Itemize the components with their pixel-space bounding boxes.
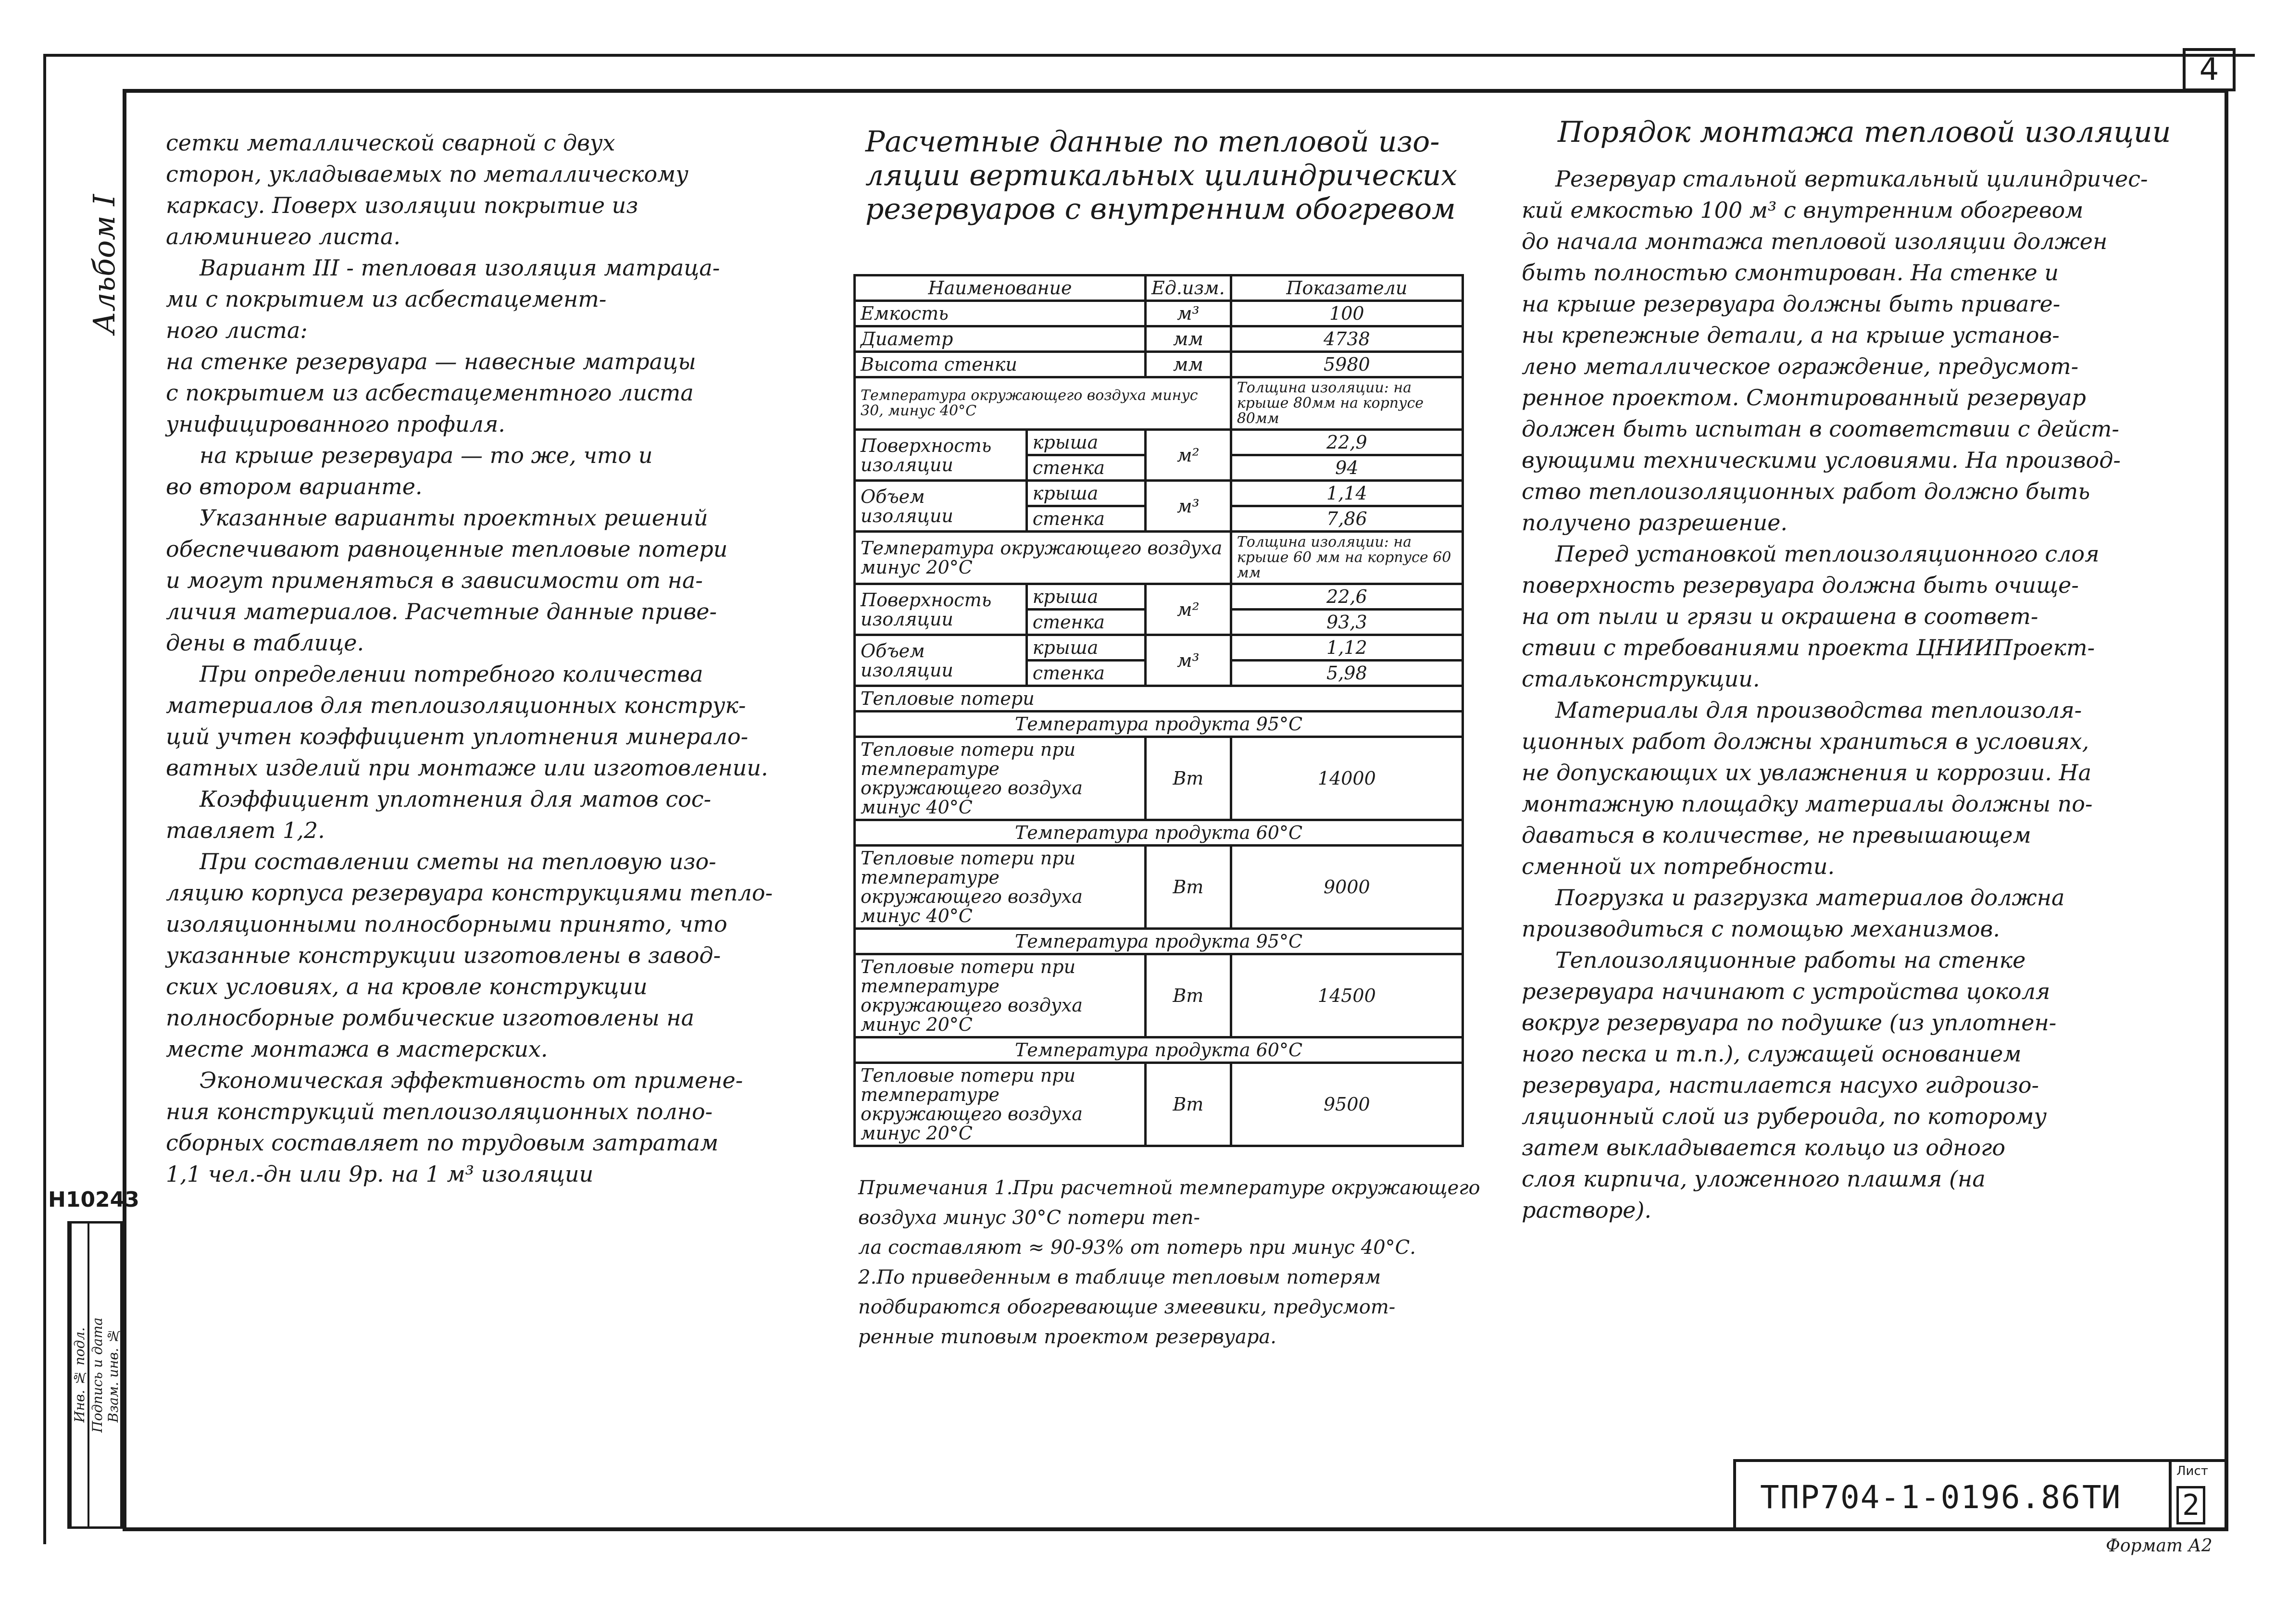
- row-value: 14500: [1231, 954, 1462, 1037]
- table-row: [855, 481, 1463, 506]
- text-line: ствии с требованиями проекта ЦНИИПроект-: [1522, 635, 2095, 661]
- note-line: Примечания 1.При расчетной температуре окружающего: [858, 1177, 1480, 1199]
- row-unit: мм: [1146, 352, 1231, 377]
- row-value: 14000: [1231, 737, 1462, 820]
- row-name: Поверхность изоляции: [855, 584, 1027, 635]
- table-heading-line: ляции вертикальных цилиндрических: [865, 159, 1457, 192]
- losses-title: Тепловые потери: [855, 686, 1463, 712]
- header-value: Показатели: [1231, 275, 1462, 301]
- text-line: производиться с помощью механизмов.: [1522, 916, 2000, 942]
- outer-border-top: [43, 54, 2255, 57]
- table-heading: [865, 125, 1457, 226]
- text-line: во втором варианте.: [166, 474, 423, 500]
- stamp-label: Взам. инв. №: [105, 1327, 121, 1423]
- text-line: месте монтажа в мастерских.: [166, 1036, 548, 1062]
- product-temp-row: [855, 712, 1463, 737]
- text-line: ляцию корпуса резервуара конструкциями тепло-: [166, 880, 773, 906]
- text-line: растворе).: [1522, 1197, 1651, 1223]
- text-line: ских условиях, а на кровле конструкции: [166, 974, 648, 999]
- row-unit: м²: [1146, 430, 1231, 481]
- ambient-condition: Температура окружающего воздуха минус 30, минус 40°С: [855, 377, 1231, 430]
- losses-title-row: [855, 686, 1463, 712]
- product-temperature: Температура продукта 95°С: [855, 929, 1463, 954]
- table-heading-line: резервуаров с внутренним обогревом: [865, 192, 1456, 226]
- row-part: крыша: [1026, 584, 1145, 610]
- table-row: [855, 635, 1463, 661]
- row-value: 4738: [1231, 326, 1462, 352]
- text-line: ния конструкций теплоизоляционных полно-: [166, 1099, 713, 1124]
- row-part: стенка: [1026, 610, 1145, 635]
- row-name: Высота стенки: [855, 352, 1146, 377]
- ambient-condition: Температура окружающего воздуха минус 20°С: [855, 532, 1231, 584]
- row-value: 100: [1231, 301, 1462, 326]
- row-unit: Вт: [1146, 737, 1231, 820]
- text-line: ционных работ должны храниться в условиях,: [1522, 728, 2089, 754]
- table-row: [855, 326, 1463, 352]
- row-name: Диаметр: [855, 326, 1146, 352]
- note-line: 2.По приведенным в таблице тепловым потерям: [858, 1266, 1381, 1288]
- document-code: ТПР704-1-0196.86: [1760, 1479, 2081, 1516]
- text-line: ций учтен коэффициент уплотнения минерало-: [166, 724, 749, 750]
- condition-row: [855, 532, 1463, 584]
- text-line: кий емкостью 100 м³ с внутренним обогревом: [1522, 197, 2084, 223]
- product-temp-row: [855, 929, 1463, 954]
- stamp-col-inv: [70, 1224, 88, 1526]
- row-name: Поверхность изоляции: [855, 430, 1027, 481]
- text-line: ство теплоизоляционных работ должно быть: [1522, 478, 2090, 504]
- text-line: изоляционными полносборными принято, что: [166, 911, 727, 937]
- text-line: вующими техническими условиями. На производ-: [1522, 447, 2121, 473]
- text-line: и могут применяться в зависимости от на-: [166, 567, 703, 593]
- text-line: 1,1 чел.-дн или 9р. на 1 м³ изоляции: [166, 1161, 594, 1187]
- text-line: ного листа:: [166, 317, 308, 343]
- text-line: Указанные варианты проектных решений: [200, 505, 708, 531]
- outer-border-left: [43, 54, 46, 1544]
- text-line: Коэффициент уплотнения для матов сос-: [200, 786, 712, 812]
- table-row: [855, 737, 1463, 820]
- album-label: Альбом I: [87, 194, 122, 335]
- row-unit: м²: [1146, 584, 1231, 635]
- product-temperature: Температура продукта 95°С: [855, 712, 1463, 737]
- text-line: на крыше резервуара — то же, что и: [200, 442, 653, 468]
- text-line: лено металлическое ограждение, предусмот-: [1522, 353, 2079, 379]
- loss-description: Тепловые потери при температуре окружающего воздуха минус 40°С: [855, 846, 1146, 929]
- text-line: резервуара, настилается насухо гидроизо-: [1522, 1072, 2039, 1098]
- product-temp-row: [855, 820, 1463, 846]
- text-line: указанные конструкции изготовлены в завод-: [166, 942, 721, 968]
- right-text-column: [1522, 163, 2148, 1226]
- text-line: сменной их потребности.: [1522, 853, 1835, 879]
- table-notes: [858, 1173, 1480, 1352]
- installation-heading: Порядок монтажа тепловой изоляции: [1558, 115, 2171, 149]
- table-header-row: [855, 275, 1463, 301]
- text-line: ватных изделий при монтаже или изготовлении.: [166, 755, 768, 781]
- text-line: Экономическая эффективность от примене-: [200, 1067, 743, 1093]
- row-name: Емкость: [855, 301, 1146, 326]
- text-line: каркасу. Поверх изоляции покрытие из: [166, 192, 638, 218]
- text-line: При определении потребного количества: [200, 661, 703, 687]
- row-value: 93,3: [1231, 610, 1462, 635]
- text-line: на крыше резервуара должны быть привare-: [1522, 291, 2061, 317]
- row-value: 9500: [1231, 1063, 1462, 1146]
- text-line: стальконструкции.: [1522, 666, 1760, 692]
- note-line: подбираются обогревающие змеевики, предусмот-: [858, 1296, 1396, 1318]
- text-line: получено разрешение.: [1522, 510, 1788, 536]
- table-row: [855, 954, 1463, 1037]
- format-label: Формат А2: [2106, 1536, 2212, 1556]
- row-unit: м³: [1146, 301, 1231, 326]
- text-line: материалов для теплоизоляционных конструк-: [166, 692, 746, 718]
- row-unit: Вт: [1146, 1063, 1231, 1146]
- insulation-thickness: Толщина изоляции: на крыше 80мм на корпусе 80мм: [1231, 377, 1462, 430]
- loss-description: Тепловые потери при температуре окружающего воздуха минус 40°С: [855, 737, 1146, 820]
- text-line: тавляет 1,2.: [166, 817, 325, 843]
- text-line: ми с покрытием из асбестацемент-: [166, 286, 607, 312]
- row-value: 7,86: [1231, 506, 1462, 532]
- note-line: ла составляют ≈ 90-93% от потерь при минус 40°С.: [858, 1237, 1416, 1259]
- sheet-number: 2: [2176, 1486, 2205, 1524]
- text-line: быть полностью смонтирован. На стенке и: [1522, 260, 2059, 286]
- text-line: сетки металлической сварной с двух: [166, 130, 615, 156]
- row-value: 1,14: [1231, 481, 1462, 506]
- text-line: ренное проектом. Смонтированный резервуар: [1522, 385, 2086, 411]
- text-line: даваться в количестве, не превышающем: [1522, 822, 2031, 848]
- text-line: алюминиего листа.: [166, 224, 401, 250]
- sheet-label: Лист: [2176, 1464, 2208, 1478]
- section-code: ТИ: [2082, 1479, 2121, 1516]
- product-temperature: Температура продукта 60°С: [855, 820, 1463, 846]
- thermal-data-table: [853, 274, 1464, 1147]
- row-value: 94: [1231, 455, 1462, 481]
- row-name: Объем изоляции: [855, 635, 1027, 686]
- row-unit: мм: [1146, 326, 1231, 352]
- text-line: Материалы для производства теплоизоля-: [1555, 697, 2082, 723]
- text-line: унифицированного профиля.: [166, 411, 505, 437]
- text-line: Резервуар стальной вертикальный цилиндричес-: [1555, 166, 2148, 192]
- row-part: стенка: [1026, 661, 1145, 686]
- table-row: [855, 430, 1463, 455]
- stamp-col-sign: [88, 1224, 105, 1526]
- row-unit: м³: [1146, 635, 1231, 686]
- text-line: резервуара начинают с устройства цоколя: [1522, 978, 2050, 1004]
- condition-row: [855, 377, 1463, 430]
- stamp-label: Инв. № подл.: [72, 1327, 88, 1423]
- row-value: 5980: [1231, 352, 1462, 377]
- stamp-label: Подпись и дата: [89, 1317, 105, 1433]
- stamp-col-replace: [105, 1224, 121, 1526]
- title-block: [1733, 1459, 2228, 1531]
- approval-stamp-strip: [67, 1221, 123, 1529]
- text-line: ны крепежные детали, а на крыше установ-: [1522, 322, 2060, 348]
- text-line: ляционный слой из рубероида, по которому: [1522, 1103, 2047, 1129]
- text-line: Погрузка и разгрузка материалов должна: [1555, 885, 2065, 911]
- sheet-cell: [2169, 1462, 2228, 1531]
- text-line: на от пыли и грязи и окрашена в соответ-: [1522, 603, 2038, 629]
- text-line: личия материалов. Расчетные данные приве-: [166, 599, 717, 625]
- text-line: слоя кирпича, уложенного плашмя (на: [1522, 1166, 1986, 1192]
- text-line: Вариант III - тепловая изоляция матраца-: [200, 255, 720, 281]
- loss-description: Тепловые потери при температуре окружающего воздуха минус 20°С: [855, 954, 1146, 1037]
- text-line: сторон, укладываемых по металлическому: [166, 161, 688, 187]
- table-row: [855, 1063, 1463, 1146]
- row-part: крыша: [1026, 635, 1145, 661]
- product-temperature: Температура продукта 60°С: [855, 1037, 1463, 1063]
- text-line: Перед установкой теплоизоляционного слоя: [1555, 541, 2100, 567]
- sheet-top-number: 4: [2183, 48, 2236, 91]
- text-line: обеспечивают равноценные тепловые потери: [166, 536, 728, 562]
- loss-description: Тепловые потери при температуре окружающего воздуха минус 20°С: [855, 1063, 1146, 1146]
- row-name: Объем изоляции: [855, 481, 1027, 532]
- left-text-column: [166, 127, 773, 1190]
- row-value: 22,9: [1231, 430, 1462, 455]
- row-value: 22,6: [1231, 584, 1462, 610]
- product-temp-row: [855, 1037, 1463, 1063]
- text-line: полносборные ромбические изготовлены на: [166, 1005, 695, 1031]
- text-line: поверхность резервуара должна быть очище-: [1522, 572, 2079, 598]
- text-line: вокруг резервуара по подушке (из уплотнен-: [1522, 1010, 2057, 1036]
- text-line: должен быть испытан в соответствии с дейст-: [1522, 416, 2119, 442]
- text-line: до начала монтажа тепловой изоляции должен: [1522, 228, 2108, 254]
- text-line: ного песка и т.п.), служащей основанием: [1522, 1041, 2022, 1067]
- row-unit: Вт: [1146, 954, 1231, 1037]
- row-part: крыша: [1026, 481, 1145, 506]
- row-part: стенка: [1026, 506, 1145, 532]
- text-line: дены в таблице.: [166, 630, 364, 656]
- row-part: крыша: [1026, 430, 1145, 455]
- text-line: При составлении сметы на тепловую изо-: [200, 849, 716, 874]
- row-unit: Вт: [1146, 846, 1231, 929]
- text-line: затем выкладывается кольцо из одного: [1522, 1135, 2006, 1161]
- row-unit: м³: [1146, 481, 1231, 532]
- text-line: Теплоизоляционные работы на стенке: [1555, 947, 2026, 973]
- table-row: [855, 301, 1463, 326]
- table-heading-line: Расчетные данные по тепловой изо-: [865, 125, 1440, 159]
- note-line: воздуха минус 30°С потери теп-: [858, 1207, 1200, 1229]
- header-unit: Ед.изм.: [1146, 275, 1231, 301]
- insulation-thickness: Толщина изоляции: на крыше 60 мм на корпусе 60 мм: [1231, 532, 1462, 584]
- table-row: [855, 584, 1463, 610]
- table-row: [855, 846, 1463, 929]
- text-line: монтажную площадку материалы должны по-: [1522, 791, 2093, 817]
- row-value: 1,12: [1231, 635, 1462, 661]
- note-line: ренные типовым проектом резервуара.: [858, 1326, 1276, 1348]
- header-name: Наименование: [855, 275, 1146, 301]
- text-line: сборных составляет по трудовым затратам: [166, 1130, 719, 1156]
- text-line: с покрытием из асбестацементного листа: [166, 380, 694, 406]
- inventory-number: Н10243: [48, 1187, 139, 1212]
- row-value: 5,98: [1231, 661, 1462, 686]
- row-value: 9000: [1231, 846, 1462, 929]
- table-row: [855, 352, 1463, 377]
- text-line: не допускающих их увлажнения и коррозии. На: [1522, 760, 2091, 786]
- text-line: на стенке резервуара — навесные матрацы: [166, 349, 696, 375]
- row-part: стенка: [1026, 455, 1145, 481]
